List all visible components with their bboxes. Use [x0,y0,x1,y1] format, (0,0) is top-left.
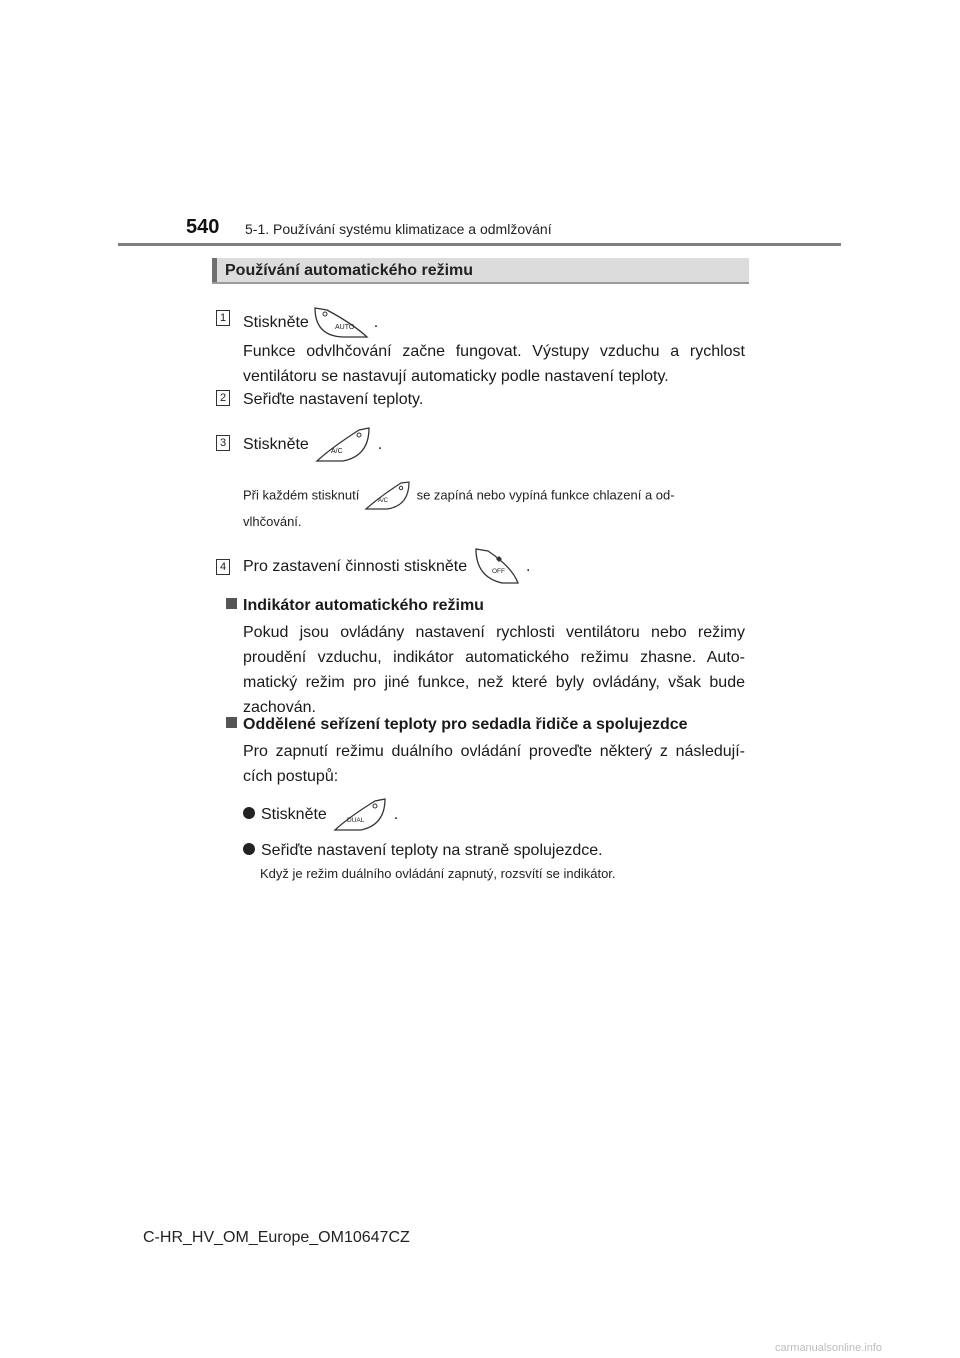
circle-bullet-icon [243,807,255,819]
auto-button-icon [313,306,369,340]
step-4-after: . [526,558,531,576]
section-title: Používání automatického režimu [225,262,474,279]
step-number-4: 4 [216,559,230,575]
step-3-note-line2: vlhčování. [243,514,302,529]
dual-button-icon [331,797,389,833]
step-4-text: Pro zastavení činnosti stiskněte [243,558,468,576]
step-1-text: Stiskněte [243,314,309,332]
svg-text:AUTO: AUTO [335,324,355,331]
subsection-2-bullet-1: Stiskněte DUAL . [243,797,398,833]
subsection-1-heading: Indikátor automatického režimu [226,593,484,618]
watermark: carmanualsonline.info [775,1342,883,1354]
step-number-2: 2 [216,390,230,406]
step-2-text: Seřiďte nastavení teploty. [243,391,424,408]
header-divider [118,243,841,246]
step-3-text: Stiskněte [243,436,309,454]
step-1-line [243,306,378,340]
step-3-note: Při každém stisknutí A/C se zapíná nebo vypíná funkce chlazení a od- [243,480,748,512]
step-1-description: Funkce odvlhčování začne fungovat. Výstupy vzduchu a rychlost ventilátoru se nastavují automaticky podle nastavení teploty. [243,343,745,385]
step-3-line [243,426,382,464]
step-1-after: . [373,314,379,332]
subsection-2-bullet-2: Seřiďte nastavení teploty na straně spolujezdce. [243,838,603,863]
subsection-2-text: Pro zapnutí režimu duálního ovládání proveďte některý z následují- cích postupů: [243,743,745,785]
ac-button-small-icon [363,480,413,512]
page-number: 540 [186,216,220,238]
off-button-icon [472,547,522,587]
section-heading [212,258,749,284]
chapter-title: 5-1. Používání systému klimatizace a odmlžování [245,221,552,237]
circle-bullet-icon [243,843,255,855]
svg-text:A/C: A/C [331,448,343,455]
step-3-after: . [377,436,383,454]
svg-text:A/C: A/C [377,498,388,504]
square-bullet-icon [226,598,237,609]
ac-button-icon [313,426,373,464]
subsection-2-note: Když je režim duálního ovládání zapnutý, rozsvítí se indikátor. [260,866,616,881]
subsection-2-heading: Oddělené seřízení teploty pro sedadla řidiče a spolujezdce [226,712,688,737]
section-accent [212,258,217,282]
step-number-1: 1 [216,310,230,326]
subsection-1-text: Pokud jsou ovládány nastavení rychlosti ventilátoru nebo režimy proudění vzduchu, indikátor automatického režimu zhasne. Auto- matický režim pro jiné funkce, než které byly ovládány, však bude zachován. [243,624,745,716]
svg-text:DUAL: DUAL [347,817,365,824]
svg-text:OFF: OFF [491,568,505,575]
square-bullet-icon [226,717,237,728]
document-id: C-HR_HV_OM_Europe_OM10647CZ [143,1229,410,1246]
step-4-line [243,547,530,587]
step-number-3: 3 [216,435,230,451]
